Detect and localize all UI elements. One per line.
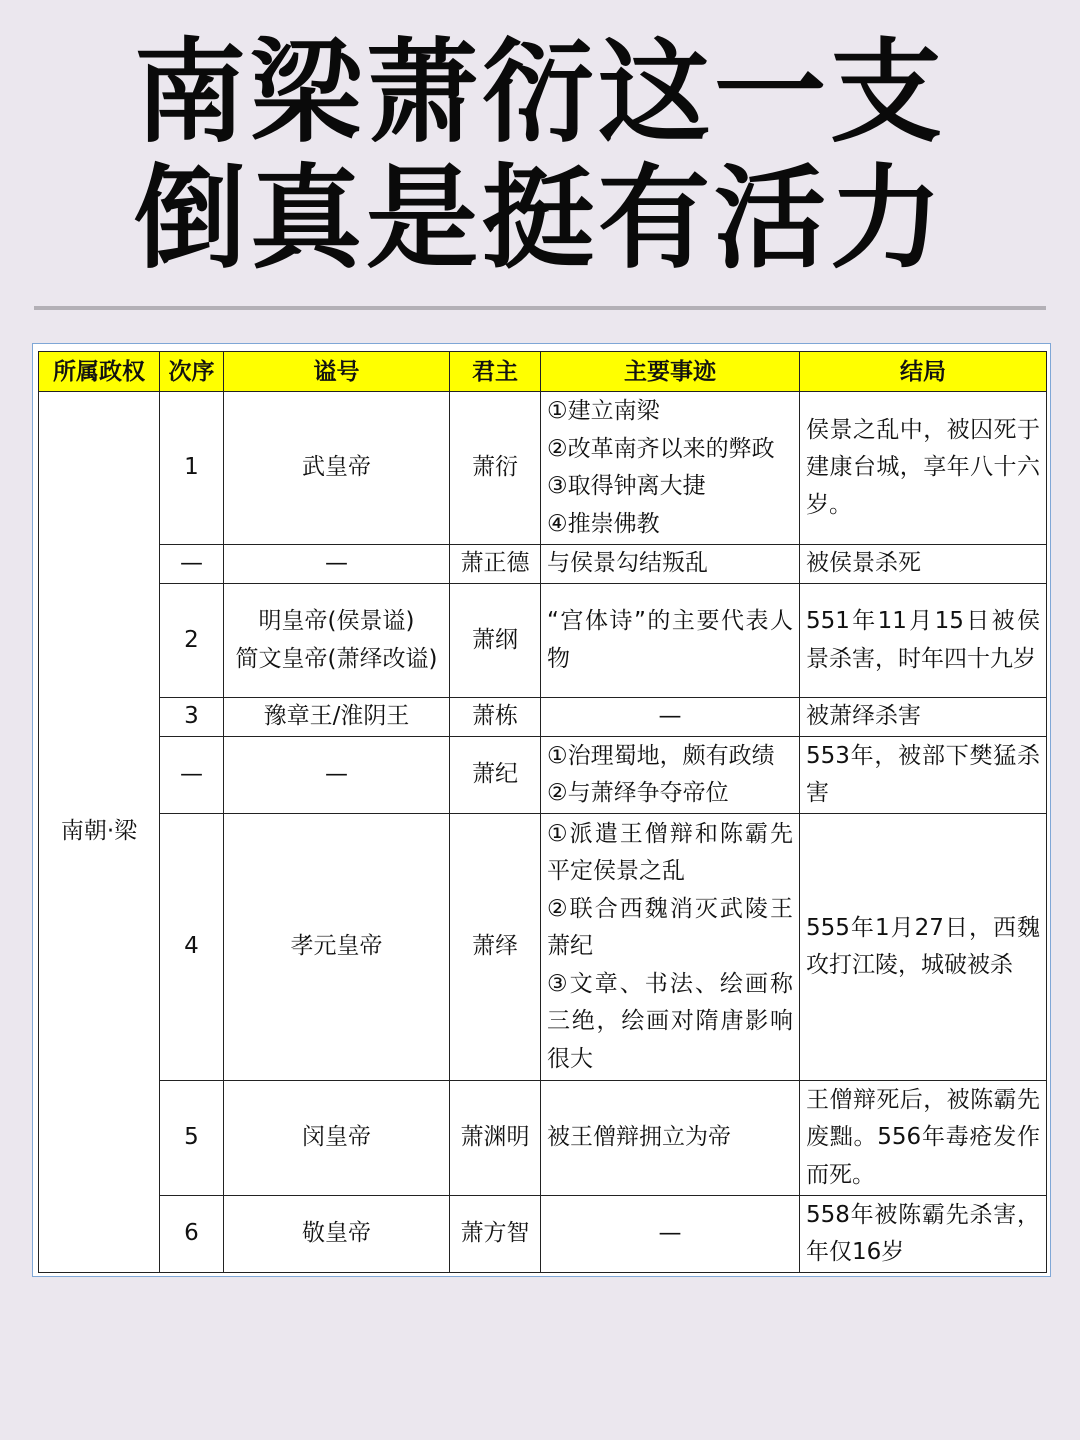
table-row [39,584,1047,698]
ending-cell: 553年，被部下樊猛杀害 [800,737,1047,814]
table-row [39,1196,1047,1273]
ruler-cell: 萧绎 [450,814,541,1081]
title-cell: 孝元皇帝 [224,814,450,1081]
table-row [39,1081,1047,1196]
ending-cell: 555年1月27日，西魏攻打江陵，城破被杀 [800,814,1047,1081]
emperor-table [38,351,1047,1273]
ruler-cell: 萧衍 [450,392,541,545]
title-cell [224,584,450,698]
page-title [0,30,1080,282]
deed-item: ①派遣王僧辩和陈霸先平定侯景之乱 [547,820,793,885]
deed-item: ②联合西魏消灭武陵王萧纪 [547,895,793,960]
table-row [39,737,1047,814]
deed-item: ②与萧绎争夺帝位 [547,780,729,806]
header-regime: 所属政权 [39,352,160,392]
order-cell: 2 [160,584,224,698]
title-line-1: 南梁萧衍这一支 [134,28,946,158]
table-header-row [39,352,1047,392]
ruler-cell: 萧正德 [450,545,541,584]
deed-item: ④推崇佛教 [547,510,660,537]
deed-item: ①治理蜀地，颇有政绩 [547,742,775,769]
order-cell: 6 [160,1196,224,1273]
table-row [39,814,1047,1081]
deed-item: ②改革南齐以来的弊政 [547,435,775,462]
title-cell: 豫章王/淮阴王 [224,698,450,737]
title-cell: — [224,545,450,584]
order-cell: 5 [160,1081,224,1196]
order-cell: — [160,545,224,584]
title-divider [34,306,1046,310]
title-line: 简文皇帝(萧绎改谥) [235,645,438,672]
header-posthumous-title: 谥号 [224,352,450,392]
order-cell: 4 [160,814,224,1081]
deeds-cell [541,814,800,1081]
table-row [39,392,1047,545]
deeds-cell: — [541,1196,800,1273]
deeds-cell: 与侯景勾结叛乱 [541,545,800,584]
deeds-cell: “宫体诗”的主要代表人物 [541,584,800,698]
header-ruler: 君主 [450,352,541,392]
table-row [39,545,1047,584]
ending-cell: 被侯景杀死 [800,545,1047,584]
ending-cell: 王僧辩死后，被陈霸先废黜。556年毒疮发作而死。 [800,1081,1047,1196]
deeds-cell [541,737,800,814]
title-cell: 武皇帝 [224,392,450,545]
title-cell: 闵皇帝 [224,1081,450,1196]
ruler-cell: 萧方智 [450,1196,541,1273]
header-ending: 结局 [800,352,1047,392]
title-cell: 敬皇帝 [224,1196,450,1273]
order-cell: — [160,737,224,814]
deed-item: ③取得钟离大捷 [547,473,706,499]
ending-cell: 551年11月15日被侯景杀害，时年四十九岁 [800,584,1047,698]
title-line: 明皇帝(侯景谥) [258,608,415,634]
table-row [39,698,1047,737]
title-cell: — [224,737,450,814]
deed-item: ①建立南梁 [547,398,660,424]
ruler-cell: 萧纪 [450,737,541,814]
order-cell: 3 [160,698,224,737]
deed-item: ③文章、书法、绘画称三绝，绘画对隋唐影响很大 [547,970,793,1072]
header-deeds: 主要事迹 [541,352,800,392]
header-order: 次序 [160,352,224,392]
ending-cell: 侯景之乱中，被囚死于建康台城，享年八十六岁。 [800,392,1047,545]
ending-cell: 558年被陈霸先杀害，年仅16岁 [800,1196,1047,1273]
ending-cell: 被萧绎杀害 [800,698,1047,737]
deeds-cell: — [541,698,800,737]
regime-cell: 南朝·梁 [39,392,160,1273]
ruler-cell: 萧纲 [450,584,541,698]
deeds-cell: 被王僧辩拥立为帝 [541,1081,800,1196]
ruler-cell: 萧渊明 [450,1081,541,1196]
ruler-cell: 萧栋 [450,698,541,737]
deeds-cell [541,392,800,545]
title-line-2: 倒真是挺有活力 [134,154,946,284]
order-cell: 1 [160,392,224,545]
